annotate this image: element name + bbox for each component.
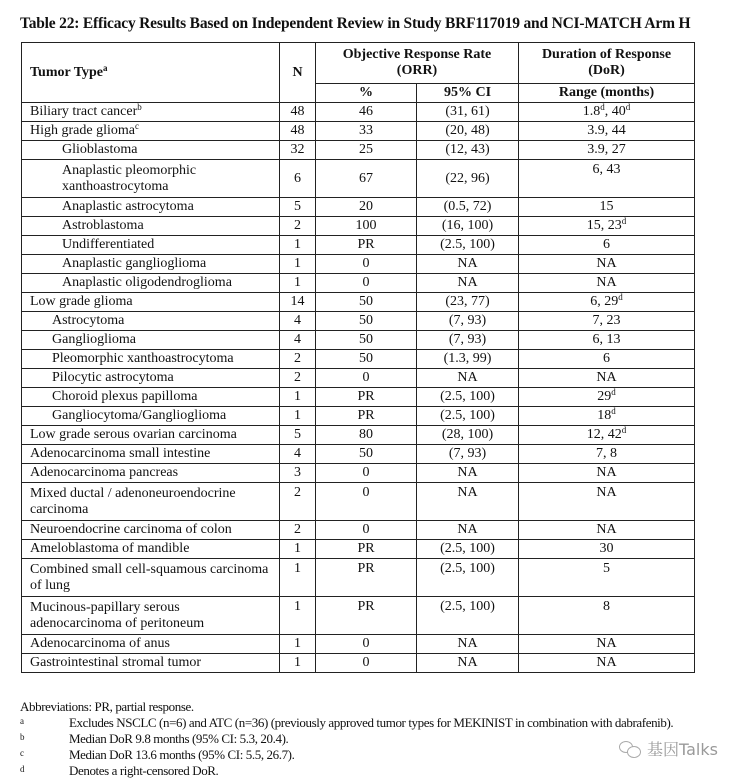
cell-orr-pct: 50 (316, 445, 417, 464)
cell-tumor-type: Combined small cell-squamous carcinoma of lung (22, 559, 280, 597)
cell-orr-pct: 0 (316, 521, 417, 540)
cell-orr-ci: NA (417, 635, 519, 654)
cell-orr-ci: (31, 61) (417, 103, 519, 122)
cell-orr-pct: 67 (316, 160, 417, 198)
cell-orr-pct: 50 (316, 331, 417, 350)
cell-dor-range: NA (519, 464, 695, 483)
cell-n: 48 (280, 103, 316, 122)
cell-tumor-type: Mucinous-papillary serous adenocarcinoma of peritoneum (22, 597, 280, 635)
cell-tumor-type: Gastrointestinal stromal tumor (22, 654, 280, 673)
footnote-text: Excludes NSCLC (n=6) and ATC (n=36) (previously approved tumor types for MEKINIST in combination with dabrafenib). (69, 715, 674, 730)
cell-n: 2 (280, 350, 316, 369)
footnote-a (20, 715, 673, 731)
cell-orr-pct: PR (316, 236, 417, 255)
cell-dor-range: 3.9, 27 (519, 141, 695, 160)
cell-n: 2 (280, 369, 316, 388)
cell-dor-range: 7, 8 (519, 445, 695, 464)
cell-orr-ci: (2.5, 100) (417, 407, 519, 426)
header-orr-pct: % (316, 84, 417, 103)
cell-tumor-type: Adenocarcinoma pancreas (22, 464, 280, 483)
cell-n: 1 (280, 559, 316, 597)
cell-dor-range: 1.8$^d$, 40$^d$ (519, 103, 695, 122)
cell-orr-pct: 0 (316, 274, 417, 293)
cell-n: 2 (280, 483, 316, 521)
cell-tumor-type: Glioblastoma (22, 141, 280, 160)
cell-tumor-type: Pilocytic astrocytoma (22, 369, 280, 388)
cell-tumor-type: Ameloblastoma of mandible (22, 540, 280, 559)
abbreviations-note: Abbreviations: PR, partial response. (20, 699, 194, 714)
cell-dor-range: 30 (519, 540, 695, 559)
cell-orr-pct: PR (316, 540, 417, 559)
cell-orr-ci: (7, 93) (417, 445, 519, 464)
cell-orr-pct: 0 (316, 369, 417, 388)
cell-orr-ci: NA (417, 369, 519, 388)
cell-orr-pct: 33 (316, 122, 417, 141)
cell-orr-ci: (12, 43) (417, 141, 519, 160)
table-row (22, 236, 695, 255)
cell-dor-range: NA (519, 274, 695, 293)
table-row (22, 141, 695, 160)
footnote-mark: c (20, 748, 24, 758)
cell-orr-ci: (23, 77) (417, 293, 519, 312)
cell-tumor-type: Gangliocytoma/Ganglioglioma (22, 407, 280, 426)
cell-tumor-type: Anaplastic astrocytoma (22, 198, 280, 217)
cell-dor-range: 5 (519, 559, 695, 597)
cell-orr-ci: NA (417, 464, 519, 483)
cell-tumor-type: Adenocarcinoma of anus (22, 635, 280, 654)
cell-orr-pct: 0 (316, 255, 417, 274)
cell-orr-pct: 50 (316, 293, 417, 312)
header-tumor-type: Tumor Type$^a$ (22, 43, 280, 103)
cell-n: 14 (280, 293, 316, 312)
cell-tumor-type: High grade glioma$^c$ (22, 122, 280, 141)
footnote-mark: b (20, 732, 25, 742)
cell-tumor-type: Low grade glioma (22, 293, 280, 312)
cell-orr-ci: (28, 100) (417, 426, 519, 445)
cell-orr-pct: PR (316, 388, 417, 407)
cell-orr-ci: (22, 96) (417, 160, 519, 198)
cell-dor-range: 6 (519, 236, 695, 255)
cell-tumor-type: Undifferentiated (22, 236, 280, 255)
cell-orr-ci: (1.3, 99) (417, 350, 519, 369)
cell-n: 1 (280, 540, 316, 559)
cell-orr-ci: NA (417, 274, 519, 293)
cell-orr-ci: (20, 48) (417, 122, 519, 141)
cell-n: 2 (280, 217, 316, 236)
table-row (22, 293, 695, 312)
cell-n: 4 (280, 445, 316, 464)
table-row (22, 274, 695, 293)
cell-n: 1 (280, 635, 316, 654)
table-row (22, 350, 695, 369)
cell-n: 1 (280, 236, 316, 255)
cell-dor-range: 6, 43 (519, 160, 695, 198)
cell-orr-ci: NA (417, 654, 519, 673)
table-row (22, 369, 695, 388)
cell-tumor-type: Low grade serous ovarian carcinoma (22, 426, 280, 445)
header-dor-range: Range (months) (519, 84, 695, 103)
cell-n: 1 (280, 407, 316, 426)
cell-tumor-type: Choroid plexus papilloma (22, 388, 280, 407)
table-row (22, 388, 695, 407)
wechat-icon (619, 741, 641, 757)
cell-n: 48 (280, 122, 316, 141)
cell-n: 1 (280, 388, 316, 407)
cell-orr-pct: 0 (316, 635, 417, 654)
cell-orr-pct: 0 (316, 483, 417, 521)
cell-dor-range: NA (519, 369, 695, 388)
footnote-d (20, 763, 673, 779)
cell-n: 2 (280, 521, 316, 540)
cell-orr-ci: (7, 93) (417, 312, 519, 331)
cell-tumor-type: Anaplastic oligodendroglioma (22, 274, 280, 293)
cell-dor-range: NA (519, 483, 695, 521)
table-row (22, 521, 695, 540)
table-row (22, 217, 695, 236)
cell-orr-ci: (2.5, 100) (417, 388, 519, 407)
cell-tumor-type: Mixed ductal / adenoneuroendocrine carcinoma (22, 483, 280, 521)
cell-dor-range: 3.9, 44 (519, 122, 695, 141)
cell-dor-range: 15 (519, 198, 695, 217)
cell-n: 1 (280, 654, 316, 673)
efficacy-table (21, 42, 695, 673)
table-row (22, 597, 695, 635)
cell-tumor-type: Astrocytoma (22, 312, 280, 331)
cell-orr-ci: (2.5, 100) (417, 559, 519, 597)
cell-orr-pct: PR (316, 407, 417, 426)
cell-tumor-type: Ganglioglioma (22, 331, 280, 350)
footnote-b (20, 731, 673, 747)
cell-dor-range: 8 (519, 597, 695, 635)
cell-orr-pct: 50 (316, 350, 417, 369)
cell-dor-range: 6 (519, 350, 695, 369)
cell-n: 1 (280, 597, 316, 635)
cell-n: 1 (280, 274, 316, 293)
cell-tumor-type: Pleomorphic xanthoastrocytoma (22, 350, 280, 369)
cell-dor-range: 6, 13 (519, 331, 695, 350)
table-row (22, 255, 695, 274)
cell-n: 32 (280, 141, 316, 160)
cell-orr-ci: (2.5, 100) (417, 597, 519, 635)
table-row (22, 445, 695, 464)
cell-tumor-type: Biliary tract cancer$^b$ (22, 103, 280, 122)
table-row (22, 464, 695, 483)
cell-dor-range: 12, 42$^d$ (519, 426, 695, 445)
cell-dor-range: 15, 23$^d$ (519, 217, 695, 236)
cell-tumor-type: Astroblastoma (22, 217, 280, 236)
watermark-text: 基因Talks (647, 740, 718, 759)
table-row (22, 635, 695, 654)
cell-dor-range: 18$^d$ (519, 407, 695, 426)
cell-orr-ci: (2.5, 100) (417, 540, 519, 559)
cell-n: 1 (280, 255, 316, 274)
cell-orr-ci: (0.5, 72) (417, 198, 519, 217)
table-row (22, 122, 695, 141)
cell-orr-pct: 0 (316, 464, 417, 483)
header-orr: Objective Response Rate (ORR) (316, 43, 519, 84)
table-row (22, 540, 695, 559)
cell-tumor-type: Anaplastic ganglioglioma (22, 255, 280, 274)
cell-dor-range: NA (519, 635, 695, 654)
table-row (22, 103, 695, 122)
watermark (619, 737, 718, 760)
cell-n: 5 (280, 198, 316, 217)
cell-orr-ci: (7, 93) (417, 331, 519, 350)
table-row (22, 198, 695, 217)
cell-dor-range: 7, 23 (519, 312, 695, 331)
cell-tumor-type: Adenocarcinoma small intestine (22, 445, 280, 464)
cell-tumor-type: Anaplastic pleomorphic xanthoastrocytoma (22, 160, 280, 198)
footnote-c (20, 747, 673, 763)
cell-orr-pct: PR (316, 597, 417, 635)
footnote-mark: a (20, 716, 24, 726)
cell-dor-range: NA (519, 521, 695, 540)
table-row (22, 559, 695, 597)
table-row (22, 483, 695, 521)
cell-orr-ci: (2.5, 100) (417, 236, 519, 255)
cell-orr-pct: 25 (316, 141, 417, 160)
cell-orr-pct: PR (316, 559, 417, 597)
cell-n: 5 (280, 426, 316, 445)
header-orr-ci: 95% CI (417, 84, 519, 103)
table-row (22, 407, 695, 426)
cell-dor-range: 6, 29$^d$ (519, 293, 695, 312)
cell-orr-pct: 80 (316, 426, 417, 445)
footnote-text: Denotes a right-censored DoR. (69, 763, 219, 778)
table-title: Table 22: Efficacy Results Based on Independent Review in Study BRF117019 and NCI-MATCH Arm H (20, 15, 691, 32)
cell-n: 6 (280, 160, 316, 198)
cell-orr-ci: (16, 100) (417, 217, 519, 236)
cell-dor-range: NA (519, 255, 695, 274)
footnote-mark: d (20, 764, 25, 774)
cell-orr-ci: NA (417, 255, 519, 274)
cell-orr-pct: 46 (316, 103, 417, 122)
table-row (22, 160, 695, 198)
cell-orr-pct: 0 (316, 654, 417, 673)
cell-orr-ci: NA (417, 521, 519, 540)
footnote-text: Median DoR 9.8 months (95% CI: 5.3, 20.4). (69, 731, 289, 746)
cell-orr-pct: 100 (316, 217, 417, 236)
cell-n: 3 (280, 464, 316, 483)
header-n: N (280, 43, 316, 103)
footnotes (20, 699, 673, 779)
cell-n: 4 (280, 331, 316, 350)
cell-dor-range: 29$^d$ (519, 388, 695, 407)
cell-orr-ci: NA (417, 483, 519, 521)
cell-orr-pct: 50 (316, 312, 417, 331)
cell-tumor-type: Neuroendocrine carcinoma of colon (22, 521, 280, 540)
table-row (22, 312, 695, 331)
table-row (22, 331, 695, 350)
footnote-text: Median DoR 13.6 months (95% CI: 5.5, 26.7). (69, 747, 295, 762)
cell-orr-pct: 20 (316, 198, 417, 217)
cell-dor-range: NA (519, 654, 695, 673)
table-row (22, 654, 695, 673)
cell-n: 4 (280, 312, 316, 331)
header-dor: Duration of Response (DoR) (519, 43, 695, 84)
table-row (22, 426, 695, 445)
